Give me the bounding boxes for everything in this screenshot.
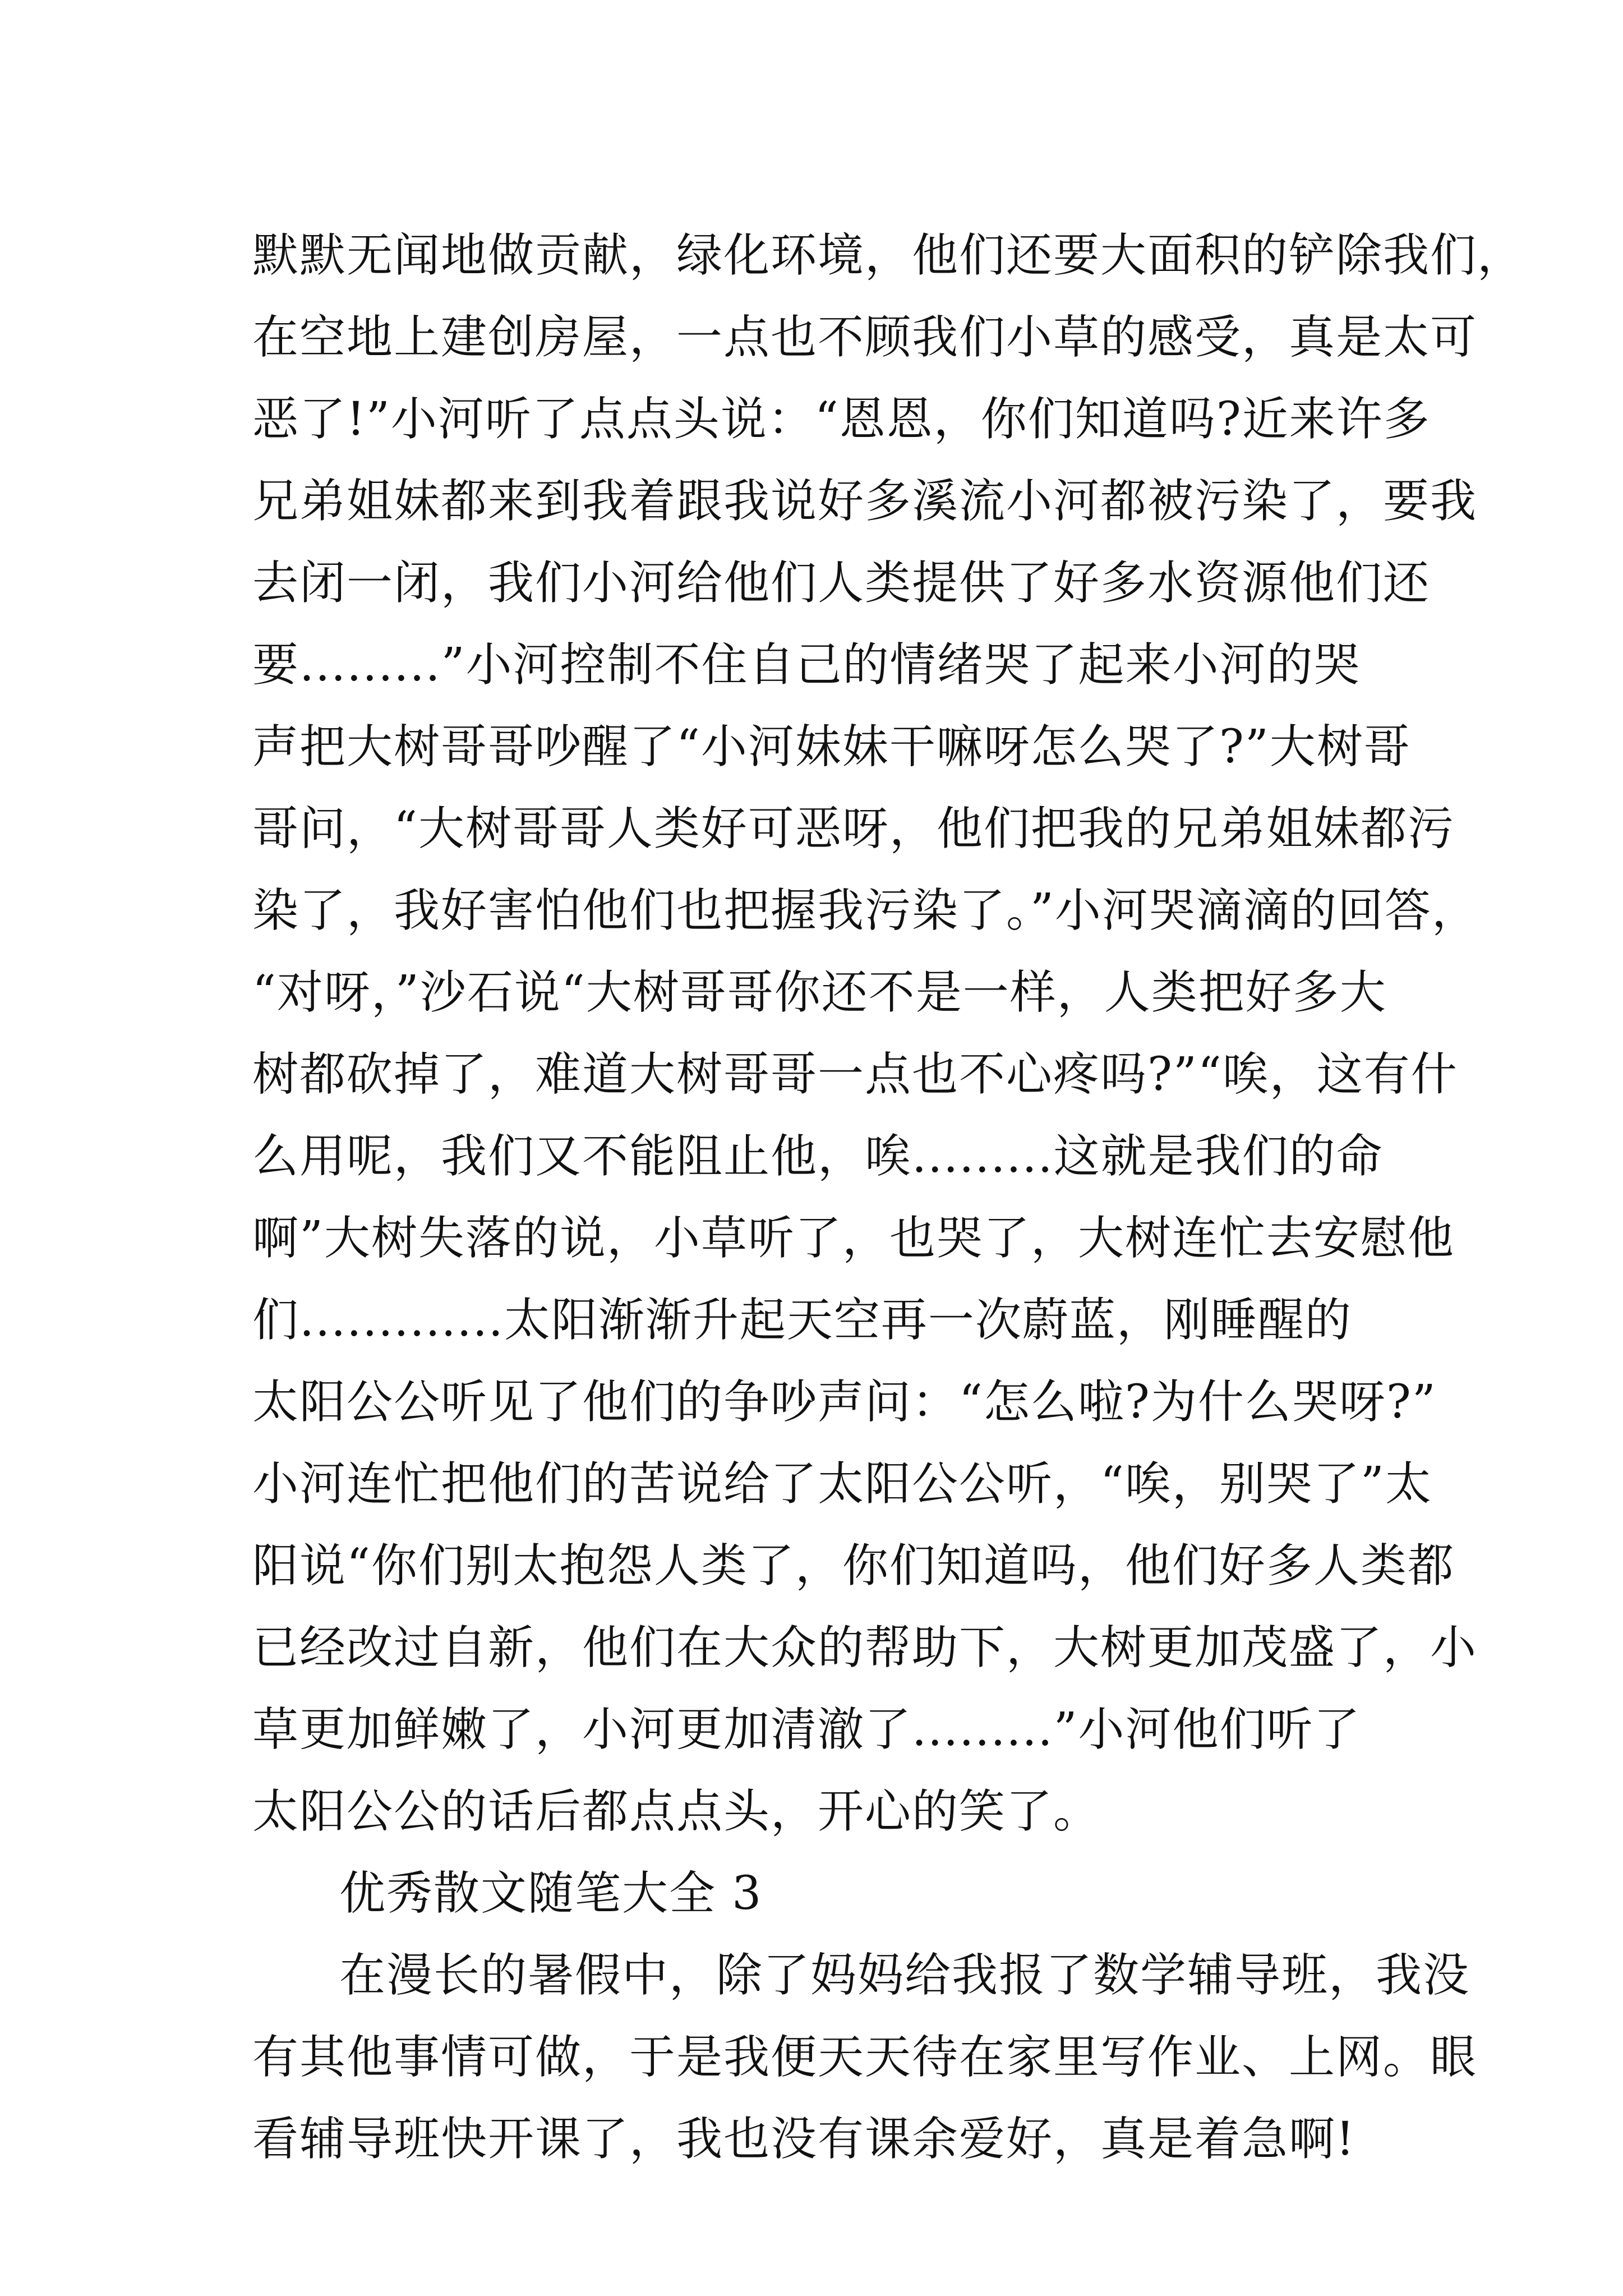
text-line: 太阳公公听见了他们的争吵声问：“怎么啦?为什么哭呀?” [252,1375,1437,1429]
text-line: 太阳公公的话后都点点头，开心的笑了。 [252,1785,1101,1838]
text-line: 看辅导班快开课了，我也没有课余爱好，真是着急啊! [252,2113,1355,2166]
text-line: 小河连忙把他们的苦说给了太阳公公听，“唉，别哭了”太 [252,1457,1432,1511]
text-line: 默默无闻地做贡献，绿化环境，他们还要大面积的铲除我们， [252,229,1525,282]
text-line: 声把大树哥哥吵醒了“小河妹妹干嘛呀怎么哭了?”大树哥 [252,720,1411,774]
text-line: 兄弟姐妹都来到我着跟我说好多溪流小河都被污染了，要我 [252,475,1478,528]
text-line: “对呀，”沙石说“大树哥哥你还不是一样，人类把好多大 [252,966,1387,1019]
section-title: 优秀散文随笔大全 3 [339,1867,763,1920]
text-line: 阳说“你们别太抱怨人类了，你们知道吗，他们好多人类都 [252,1539,1455,1593]
text-line: 在漫长的暑假中，除了妈妈给我报了数学辅导班，我没 [339,1949,1470,2002]
text-line: 草更加鲜嫩了，小河更加清澈了.........”小河他们听了 [252,1703,1361,1756]
text-line: 去闭一闭，我们小河给他们人类提供了好多水资源他们还 [252,556,1431,610]
text-line: 染了，我好害怕他们也把握我污染了。”小河哭滴滴的回答， [252,884,1479,937]
text-line: 啊”大树失落的说，小草听了，也哭了，大树连忙去安慰他 [252,1212,1455,1265]
text-line: 树都砍掉了，难道大树哥哥一点也不心疼吗?”“唉，这有什 [252,1048,1458,1101]
text-line: 哥问，“大树哥哥人类好可恶呀，他们把我的兄弟姐妹都污 [252,802,1455,855]
text-line: 已经改过自新，他们在大众的帮助下，大树更加茂盛了，小 [252,1621,1478,1674]
text-line: 在空地上建创房屋，一点也不顾我们小草的感受，真是太可 [252,311,1478,364]
text-line: 么用呢，我们又不能阻止他，唉.........这就是我们的命 [252,1130,1384,1183]
text-line: 恶了!”小河听了点点头说：“恩恩，你们知道吗?近来许多 [252,393,1431,446]
text-line: 要.........”小河控制不住自己的情绪哭了起来小河的哭 [252,638,1361,692]
text-line: 们.............太阳渐渐升起天空再一次蔚蓝，刚睡醒的 [252,1294,1352,1347]
text-line: 有其他事情可做，于是我便天天待在家里写作业、上网。眼 [252,2031,1478,2084]
document-body [252,215,1525,2180]
